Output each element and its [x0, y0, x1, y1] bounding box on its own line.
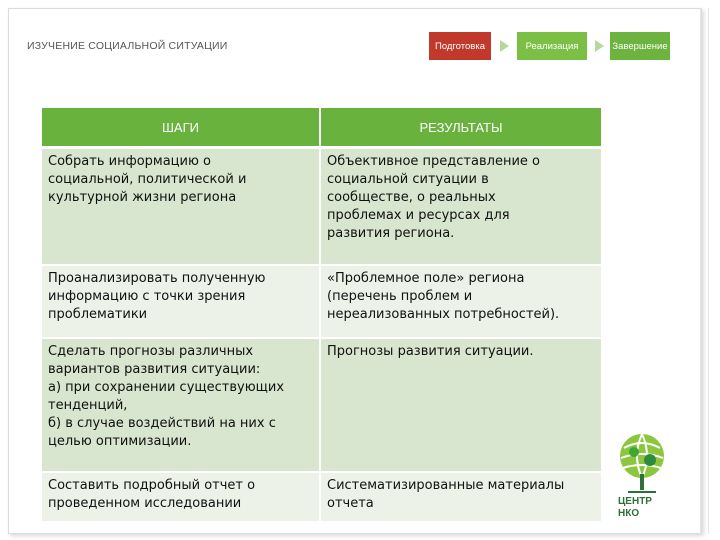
stage-preparation[interactable]: Подготовка [428, 31, 492, 61]
result-cell: «Проблемное поле» региона (перечень проблем и нереализованных потребностей). [320, 265, 602, 338]
stage-completion[interactable]: Завершение [609, 31, 671, 61]
slide-title: ИЗУЧЕНИЕ СОЦИАЛЬНОЙ СИТУАЦИИ [27, 40, 228, 52]
stage-implementation[interactable]: Реализация [516, 31, 588, 61]
result-cell: Объективное представление о социальной ситуации в сообществе, о реальных проблемах и ресурсах для развития региона. [320, 148, 602, 265]
header-results: РЕЗУЛЬТАТЫ [320, 108, 602, 148]
table-row [42, 338, 602, 472]
result-cell: Систематизированные материалы отчета [320, 472, 602, 522]
table-row [42, 265, 602, 338]
step-cell: Составить подробный отчет о проведенном исследовании [42, 472, 320, 522]
header-steps: ШАГИ [42, 108, 320, 148]
edge-line [708, 8, 709, 534]
step-cell: Проанализировать полученную информацию с точки зрения проблематики [42, 265, 320, 338]
table-row [42, 148, 602, 265]
step-cell: Собрать информацию о социальной, политической и культурной жизни региона [42, 148, 320, 265]
steps-results-table [42, 108, 603, 523]
logo-text: ЦЕНТР НКО [618, 496, 652, 519]
table-row [42, 472, 602, 522]
edge-line [700, 8, 701, 534]
arrow-right-icon [500, 40, 509, 52]
step-cell: Сделать прогнозы различных вариантов развития ситуации: а) при сохранении существующих тенденций, б) в случае воздействий на них с целью оптимизации. [42, 338, 320, 472]
table-header-row [42, 108, 602, 148]
arrow-right-icon [595, 40, 604, 52]
result-cell: Прогнозы развития ситуации. [320, 338, 602, 472]
